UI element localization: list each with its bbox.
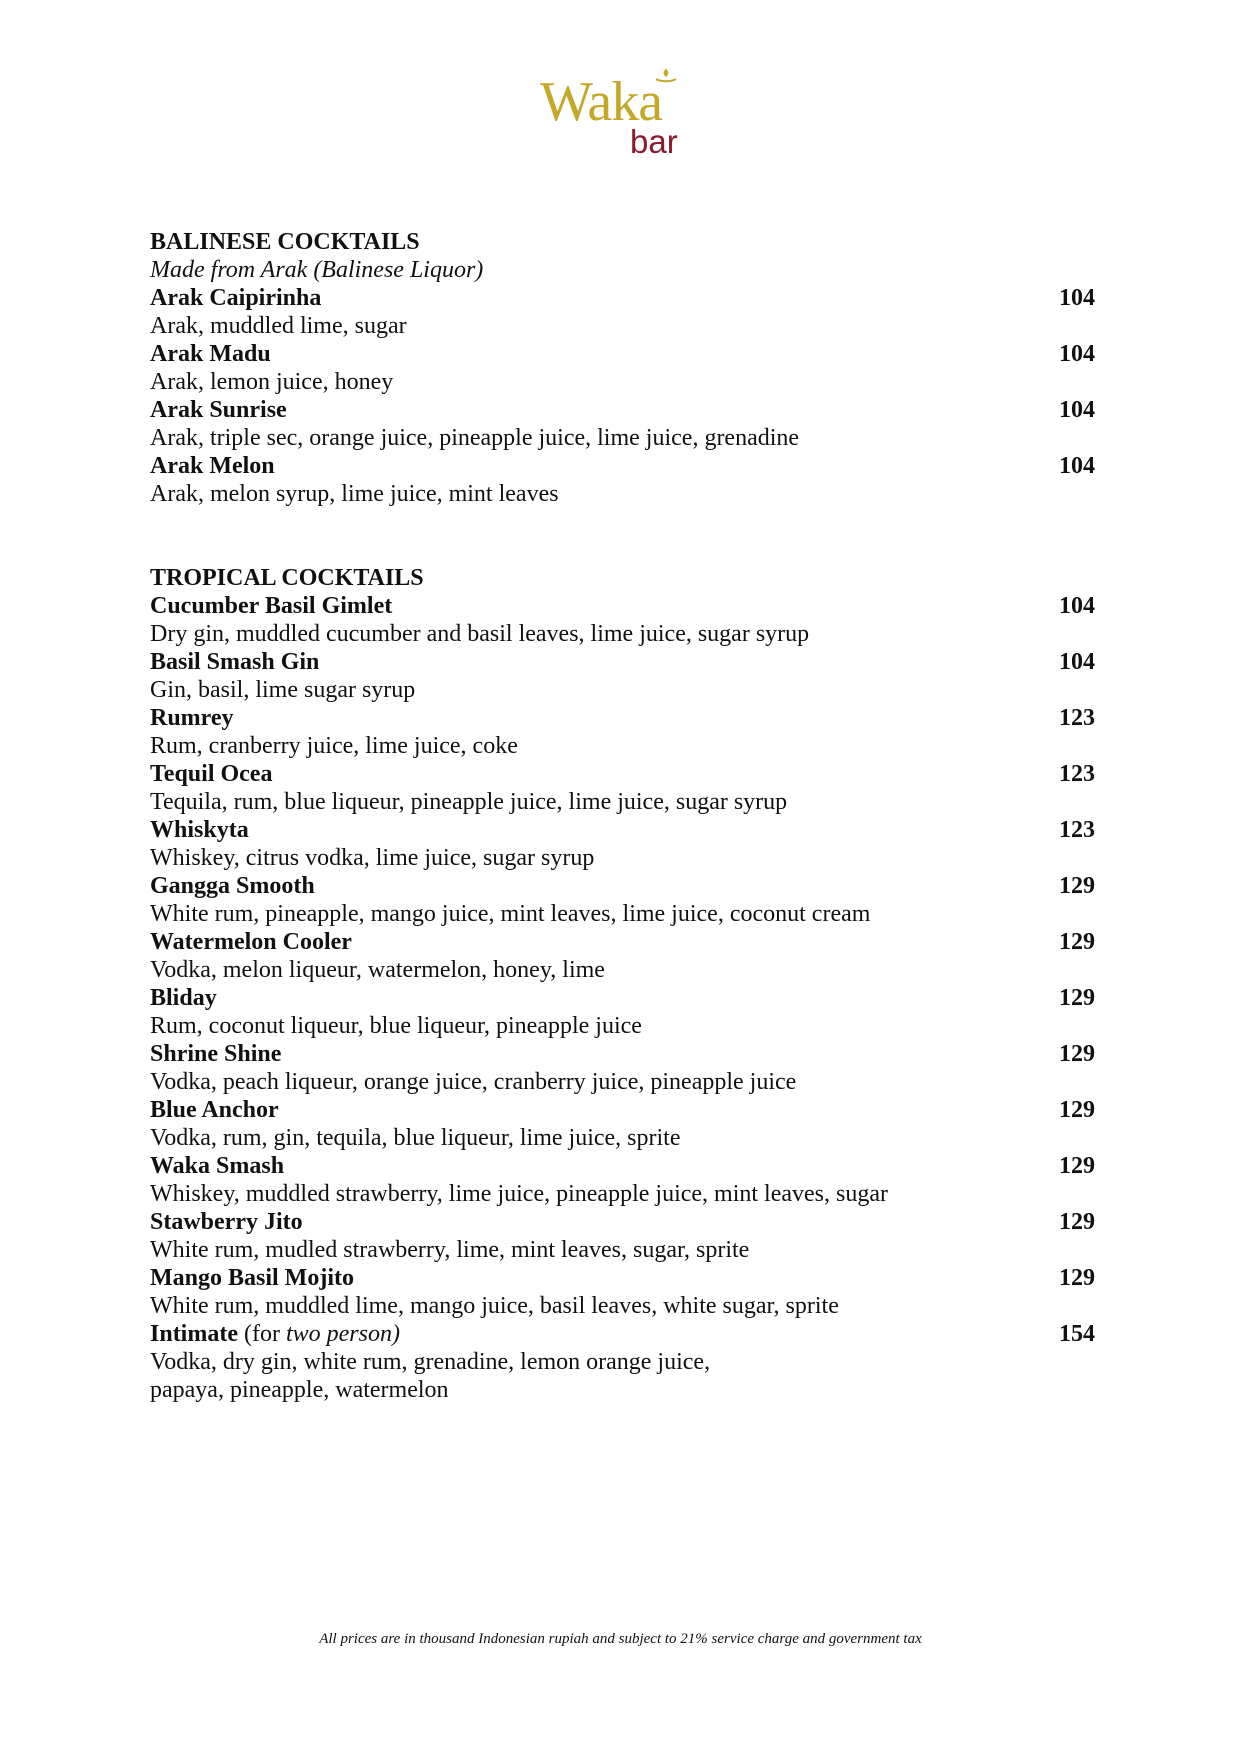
section-balinese-cocktails xyxy=(150,228,1095,508)
item-description: Rum, coconut liqueur, blue liqueur, pineapple juice xyxy=(150,1013,642,1039)
menu-item xyxy=(150,396,1095,452)
menu-item xyxy=(150,1096,1095,1152)
menu-item xyxy=(150,1320,1095,1404)
menu-item xyxy=(150,928,1095,984)
item-description: Gin, basil, lime sugar syrup xyxy=(150,677,416,703)
item-description: Dry gin, muddled cucumber and basil leaves, lime juice, sugar syrup xyxy=(150,621,810,647)
item-price: 129 xyxy=(1059,1265,1095,1291)
item-name: Arak Madu xyxy=(150,341,271,367)
item-name: Blue Anchor xyxy=(150,1097,279,1123)
item-price: 104 xyxy=(1059,593,1095,619)
item-description: White rum, pineapple, mango juice, mint leaves, lime juice, coconut cream xyxy=(150,901,871,927)
item-price: 129 xyxy=(1059,1041,1095,1067)
item-description: Vodka, peach liqueur, orange juice, cranberry juice, pineapple juice xyxy=(150,1069,797,1095)
item-description: Arak, triple sec, orange juice, pineapple juice, lime juice, grenadine xyxy=(150,425,800,451)
menu-item xyxy=(150,340,1095,396)
item-description: Arak, muddled lime, sugar xyxy=(150,313,407,339)
logo-flame-icon xyxy=(655,68,677,84)
item-description: White rum, mudled strawberry, lime, mint leaves, sugar, sprite xyxy=(150,1237,750,1263)
item-name: Waka Smash xyxy=(150,1153,285,1179)
item-name: Arak Melon xyxy=(150,453,275,479)
item-description: Rum, cranberry juice, lime juice, coke xyxy=(150,733,518,759)
logo-waka-text: Waka xyxy=(540,71,663,133)
menu-item xyxy=(150,592,1095,648)
item-price: 104 xyxy=(1059,341,1095,367)
item-name: Intimate xyxy=(150,1321,238,1347)
item-price: 104 xyxy=(1059,397,1095,423)
item-name: Shrine Shine xyxy=(150,1041,282,1067)
menu-item xyxy=(150,760,1095,816)
item-price: 129 xyxy=(1059,1153,1095,1179)
item-price: 104 xyxy=(1059,453,1095,479)
item-description: Vodka, dry gin, white rum, grenadine, lemon orange juice, papaya, pineapple, watermelon xyxy=(150,1349,711,1403)
item-name: Mango Basil Mojito xyxy=(150,1265,354,1291)
item-description: Arak, melon syrup, lime juice, mint leaves xyxy=(150,481,559,507)
item-name: Gangga Smooth xyxy=(150,873,315,899)
menu-item xyxy=(150,816,1095,872)
item-description: Whiskey, muddled strawberry, lime juice, pineapple juice, mint leaves, sugar xyxy=(150,1181,888,1207)
item-description: Vodka, melon liqueur, watermelon, honey, lime xyxy=(150,957,605,983)
menu-item xyxy=(150,284,1095,340)
item-price: 129 xyxy=(1059,873,1095,899)
item-price: 123 xyxy=(1059,761,1095,787)
item-price: 123 xyxy=(1059,705,1095,731)
item-price: 104 xyxy=(1059,285,1095,311)
item-note: (for xyxy=(243,1321,286,1347)
item-name: Arak Caipirinha xyxy=(150,285,322,311)
item-name: Bliday xyxy=(150,985,217,1011)
item-price: 129 xyxy=(1059,1097,1095,1123)
item-price: 154 xyxy=(1059,1321,1095,1347)
menu-item xyxy=(150,704,1095,760)
menu-item xyxy=(150,1040,1095,1096)
menu-item xyxy=(150,1208,1095,1264)
section-tropical-cocktails xyxy=(150,564,1095,1404)
item-name: Cucumber Basil Gimlet xyxy=(150,593,393,619)
item-name-group xyxy=(150,1320,400,1348)
item-name: Tequil Ocea xyxy=(150,761,273,787)
menu-item xyxy=(150,984,1095,1040)
waka-bar-logo xyxy=(540,71,700,164)
menu-item xyxy=(150,648,1095,704)
item-price: 123 xyxy=(1059,817,1095,843)
item-description: Tequila, rum, blue liqueur, pineapple juice, lime juice, sugar syrup xyxy=(150,789,788,815)
section-title: TROPICAL COCKTAILS xyxy=(150,565,424,591)
item-note-italic: two person) xyxy=(285,1321,400,1347)
section-subtitle: Made from Arak (Balinese Liquor) xyxy=(150,257,484,283)
menu-item xyxy=(150,452,1095,508)
menu-item xyxy=(150,1152,1095,1208)
item-description: Whiskey, citrus vodka, lime juice, sugar syrup xyxy=(150,845,595,871)
item-name: Stawberry Jito xyxy=(150,1209,303,1235)
item-name: Arak Sunrise xyxy=(150,397,287,423)
item-name: Watermelon Cooler xyxy=(150,929,352,955)
menu-item xyxy=(150,1264,1095,1320)
price-disclaimer: All prices are in thousand Indonesian rupiah and subject to 21% service charge and government tax xyxy=(319,1631,922,1647)
item-description: White rum, muddled lime, mango juice, basil leaves, white sugar, sprite xyxy=(150,1293,839,1319)
item-price: 129 xyxy=(1059,1209,1095,1235)
menu-item xyxy=(150,872,1095,928)
item-name: Rumrey xyxy=(150,705,234,731)
item-price: 104 xyxy=(1059,649,1095,675)
section-title: BALINESE COCKTAILS xyxy=(150,229,420,255)
item-name: Whiskyta xyxy=(150,817,249,843)
cocktail-menu xyxy=(150,228,1095,1404)
item-price: 129 xyxy=(1059,929,1095,955)
item-description: Arak, lemon juice, honey xyxy=(150,369,394,395)
item-name: Basil Smash Gin xyxy=(150,649,320,675)
item-description: Vodka, rum, gin, tequila, blue liqueur, lime juice, sprite xyxy=(150,1125,681,1151)
item-price: 129 xyxy=(1059,985,1095,1011)
logo-bar-text: bar xyxy=(630,123,678,160)
